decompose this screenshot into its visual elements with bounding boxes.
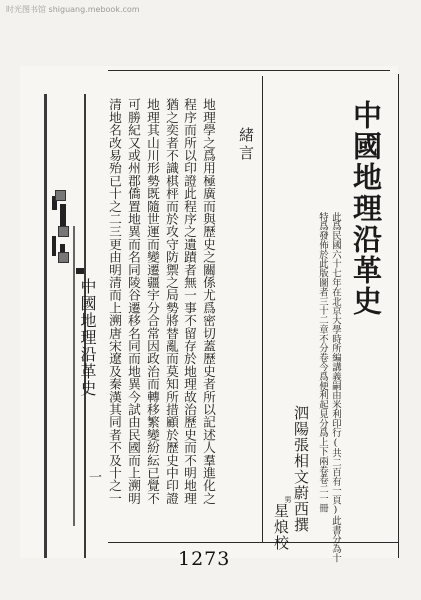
frame-right-rule (398, 74, 399, 558)
body-line-2: 程序而所以印證此程序之遺蹟者無一事不留存於地理故治歷史而不明地理 (182, 98, 197, 505)
spine-folio: 一 (86, 470, 101, 483)
watermark: 时光图书馆 shiguang.mebook.com (6, 5, 140, 14)
seal-mark-1 (55, 190, 66, 201)
spine-bar-3 (52, 236, 56, 256)
frame-bottom-rule (108, 542, 398, 543)
frame-top-rule (108, 70, 390, 71)
title-note-line-2: 特爲發佈於此版圖者三十二章不分卷今爲便利起見分爲上下兩卷卷二一冊 (317, 212, 328, 513)
author-line: 泗陽張相文蔚西撰 (292, 405, 310, 533)
body-line-1: 地理學之爲用極廣而與歷史之關係尤爲密切蓋歷史者所以記述人羣進化之 (201, 98, 216, 505)
spine-bar-5 (73, 226, 75, 526)
spine-title: 中國地理沿革史 (78, 278, 97, 397)
spine-rule-left (44, 94, 47, 558)
proofreader-label: 男 (284, 496, 292, 503)
body-line-5: 可勝紀又或州郡僑置地異而名同陵谷遷移名同而地異今試由民國而上溯明 (126, 98, 141, 505)
proofreader-line: 星烺校 (272, 503, 290, 551)
seal-mark-3 (58, 252, 69, 263)
title-note-line-1: 此爲民國六十七年在北京大學時所編講義嗣由米利印行(共二百有一頁)此書分為十 (330, 212, 341, 563)
body-line-4: 地理其山川形勢既隨世運而變遷疆宇分合常因政治而轉移繁變紛紜已覺不 (145, 98, 160, 505)
book-title: 中國地理沿革史 (349, 100, 383, 317)
spine-fish-tail (76, 268, 84, 274)
body-line-6: 清地名改易殆已十之二三更由明清而上溯唐宋遼及秦漢其同者不及十之一 (107, 98, 122, 505)
seal-mark-2 (58, 226, 69, 237)
preface-heading: 緒言 (237, 127, 255, 163)
title-column-divider (262, 76, 263, 542)
page-number: 1273 (178, 548, 231, 570)
body-line-3: 猶之奕者不識棋枰而於攻守防禦之局勢將替亂而莫知所措顧於歷史中印證 (164, 98, 179, 505)
top-strip (0, 0, 421, 22)
